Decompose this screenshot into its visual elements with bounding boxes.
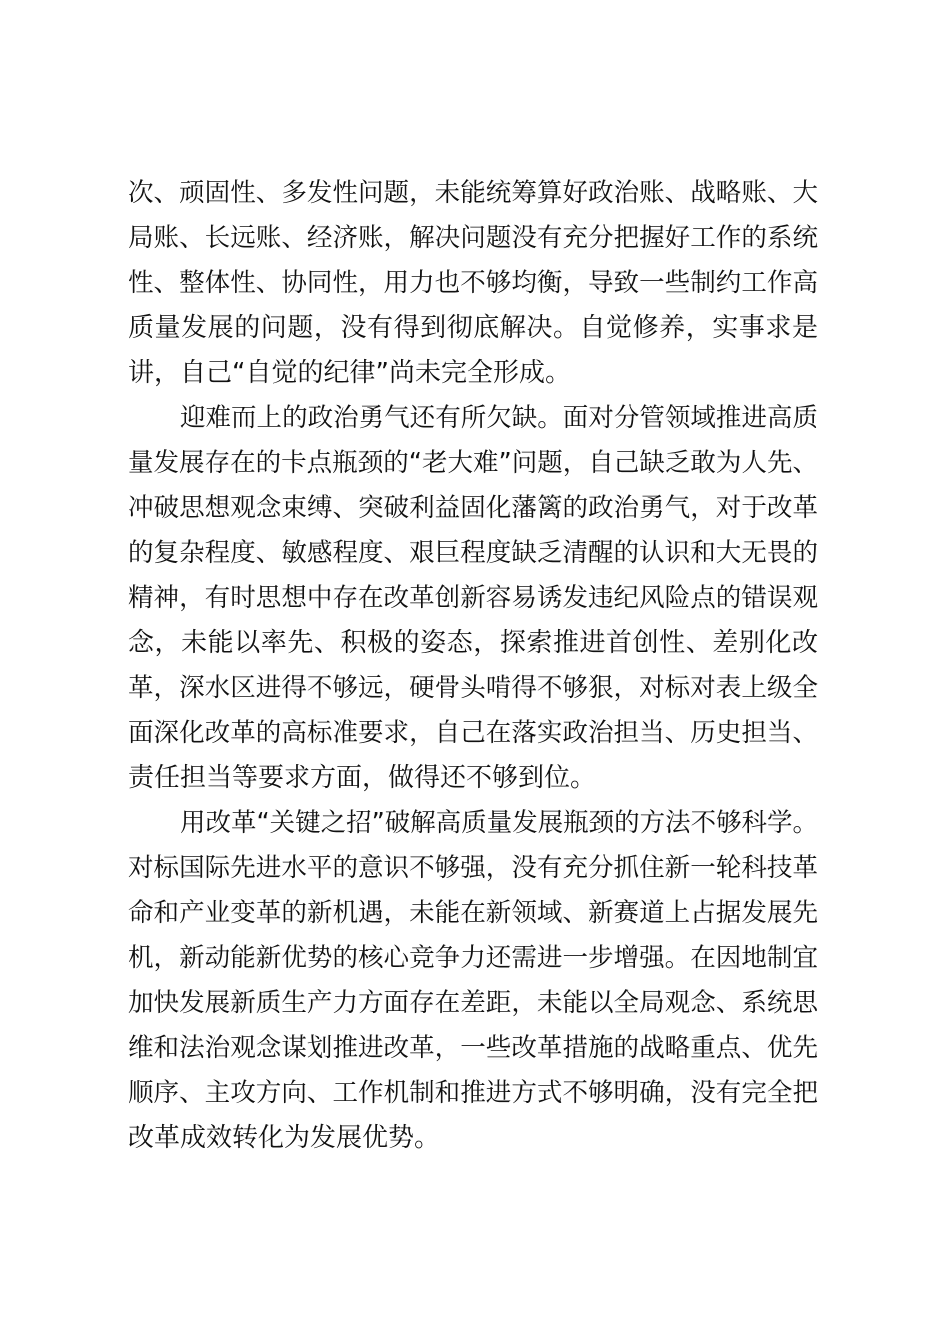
- text-line: 性、整体性、协同性，用力也不够均衡，导致一些制约工作高: [128, 268, 818, 298]
- text-line: 精神，有时思想中存在改革创新容易诱发违纪风险点的错误观: [128, 583, 818, 613]
- text-line: 的复杂程度、敏感程度、艰巨程度缺乏清醒的认识和大无畏的: [128, 538, 818, 568]
- text-line: 面深化改革的高标准要求，自己在落实政治担当、历史担当、: [128, 718, 818, 748]
- paragraph-3: [128, 801, 818, 1161]
- text-line: 量发展存在的卡点瓶颈的“老大难”问题，自己缺乏敢为人先、: [128, 448, 818, 478]
- text-line: 冲破思想观念束缚、突破利益固化藩篱的政治勇气，对于改革: [128, 493, 818, 523]
- text-line: 机，新动能新优势的核心竞争力还需进一步增强。在因地制宜: [128, 943, 818, 973]
- text-line: 用改革“关键之招”破解高质量发展瓶颈的方法不够科学。: [180, 808, 818, 838]
- text-line: 对标国际先进水平的意识不够强，没有充分抓住新一轮科技革: [128, 853, 818, 883]
- text-line: 局账、长远账、经济账，解决问题没有充分把握好工作的系统: [128, 223, 818, 253]
- paragraph-2: [128, 396, 818, 801]
- text-line: 加快发展新质生产力方面存在差距，未能以全局观念、系统思: [128, 988, 818, 1018]
- text-line: 改革成效转化为发展优势。: [128, 1123, 441, 1153]
- text-line: 责任担当等要求方面，做得还不够到位。: [128, 763, 597, 793]
- text-line: 顺序、主攻方向、工作机制和推进方式不够明确，没有完全把: [128, 1078, 818, 1108]
- document-body: [128, 171, 818, 1161]
- text-line: 次、顽固性、多发性问题，未能统筹算好政治账、战略账、大: [128, 178, 818, 208]
- text-line: 质量发展的问题，没有得到彻底解决。自觉修养，实事求是: [128, 313, 819, 343]
- text-line: 迎难而上的政治勇气还有所欠缺。面对分管领域推进高质: [180, 403, 818, 433]
- paragraph-1: [128, 171, 818, 396]
- text-line: 维和法治观念谋划推进改革，一些改革措施的战略重点、优先: [128, 1033, 818, 1063]
- text-line: 讲，自己“自觉的纪律”尚未完全形成。: [128, 358, 571, 388]
- text-line: 革，深水区进得不够远，硬骨头啃得不够狠，对标对表上级全: [128, 673, 818, 703]
- text-line: 命和产业变革的新机遇，未能在新领域、新赛道上占据发展先: [128, 898, 818, 928]
- text-line: 念，未能以率先、积极的姿态，探索推进首创性、差别化改: [128, 628, 819, 658]
